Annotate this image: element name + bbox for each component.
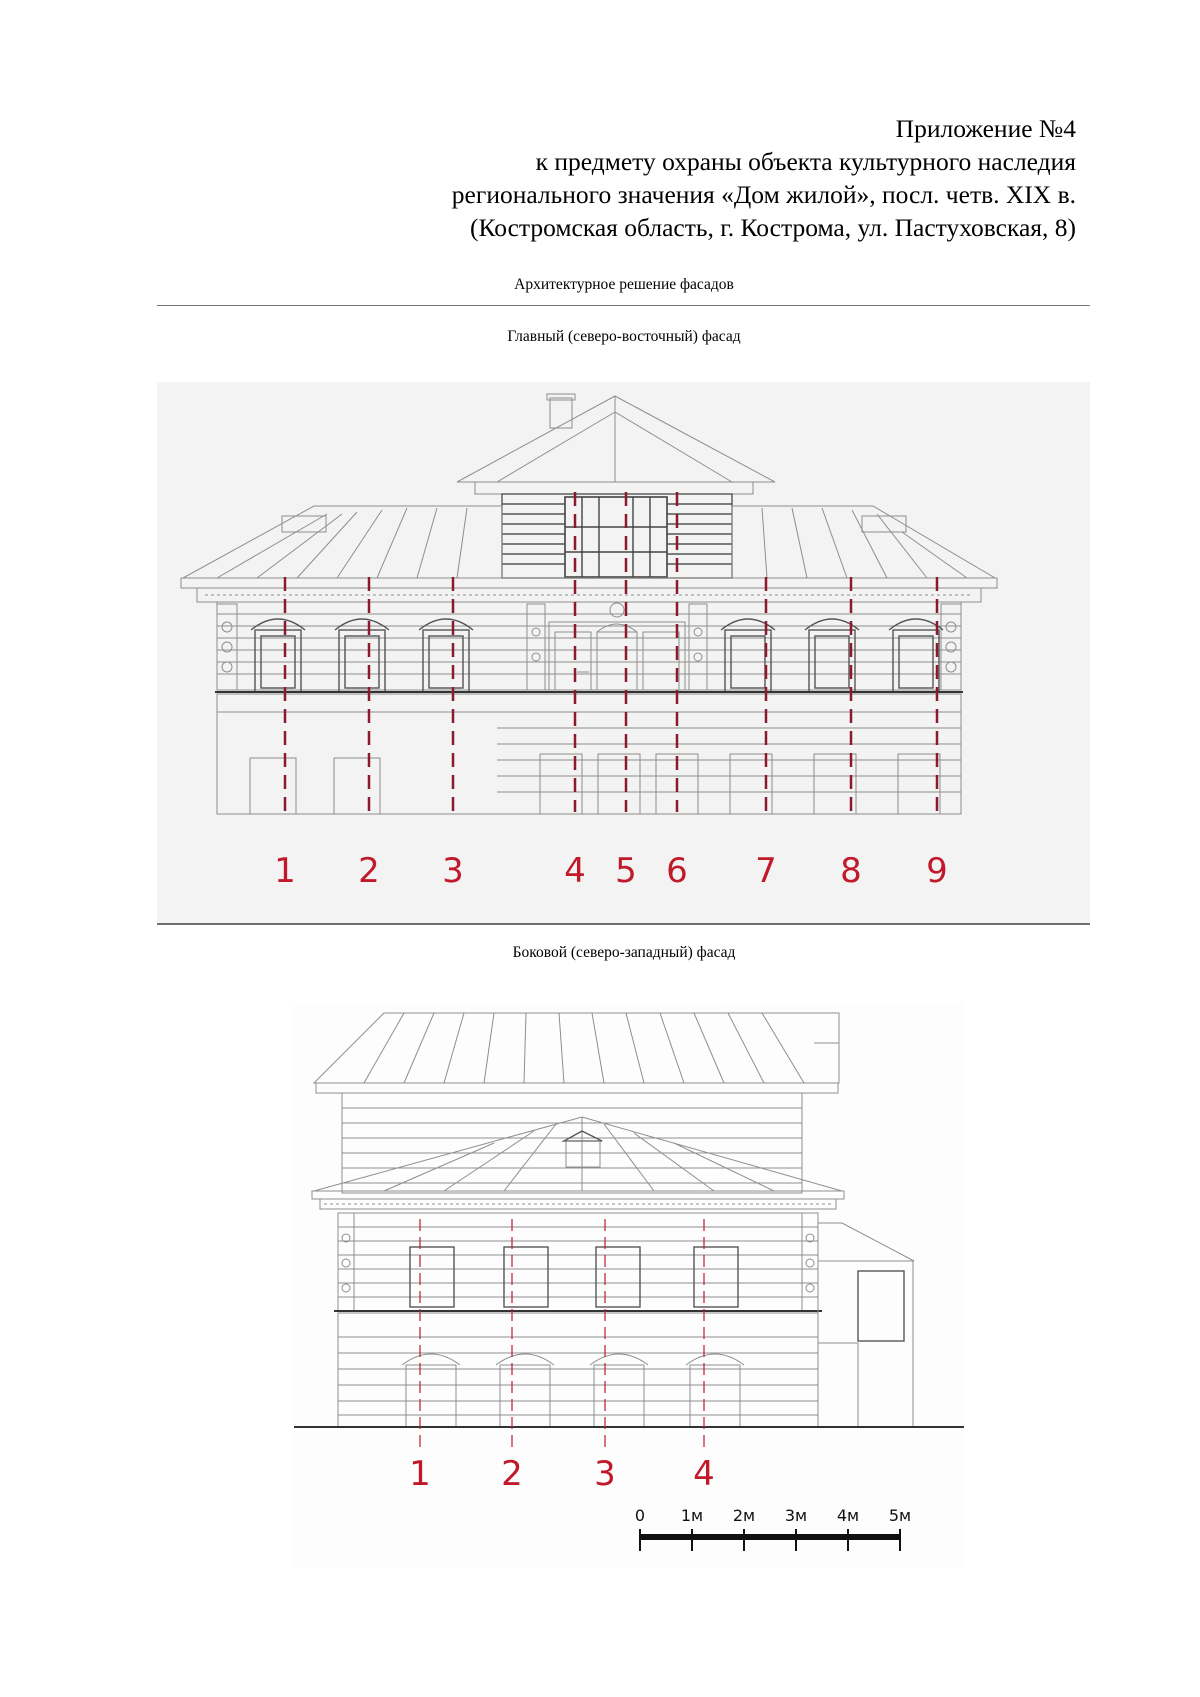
scale-label: 1м: [680, 1506, 704, 1525]
main-facade-drawing: [157, 382, 1090, 925]
main-axis-label: 6: [666, 851, 688, 891]
appendix-subject: к предмету охраны объекта культурного наследия: [535, 147, 1076, 176]
side-facade-title: Боковой (северо-западный) фасад: [512, 944, 736, 961]
scale-label: 3м: [784, 1506, 808, 1525]
main-axis-label: 1: [274, 851, 296, 891]
scale-label: 4м: [836, 1506, 860, 1525]
main-axis-label: 9: [926, 851, 948, 891]
main-axis-label: 8: [840, 851, 862, 891]
scale-bar: [635, 1506, 911, 1551]
side-axis-label: 2: [501, 1454, 523, 1494]
appendix-header: [316, 112, 1076, 244]
scale-label: 5м: [888, 1506, 912, 1525]
main-axis-label: 3: [442, 851, 464, 891]
main-axis-label: 4: [564, 851, 586, 891]
appendix-address: (Костромская область, г. Кострома, ул. Пастуховская, 8): [469, 213, 1076, 242]
main-axis-label: 2: [358, 851, 380, 891]
side-axis-label: 4: [693, 1454, 715, 1494]
appendix-object: регионального значения «Дом жилой», посл. четв. XIX в.: [451, 180, 1076, 209]
scale-label: 2м: [732, 1506, 756, 1525]
side-facade-drawing: [294, 1003, 964, 1568]
main-facade-title: Главный (северо-восточный) фасад: [507, 328, 741, 345]
side-facade-svg: [294, 1003, 964, 1568]
divider-top: [157, 305, 1090, 306]
main-axis-label: 5: [615, 851, 637, 891]
scale-label: 0: [634, 1506, 646, 1525]
side-axis-label: 3: [594, 1454, 616, 1494]
side-axis-label: 1: [409, 1454, 431, 1494]
main-axis-label: 7: [755, 851, 777, 891]
appendix-number: Приложение №4: [895, 114, 1076, 143]
main-facade-svg: [157, 382, 1090, 925]
section-title: Архитектурное решение фасадов: [514, 276, 734, 293]
